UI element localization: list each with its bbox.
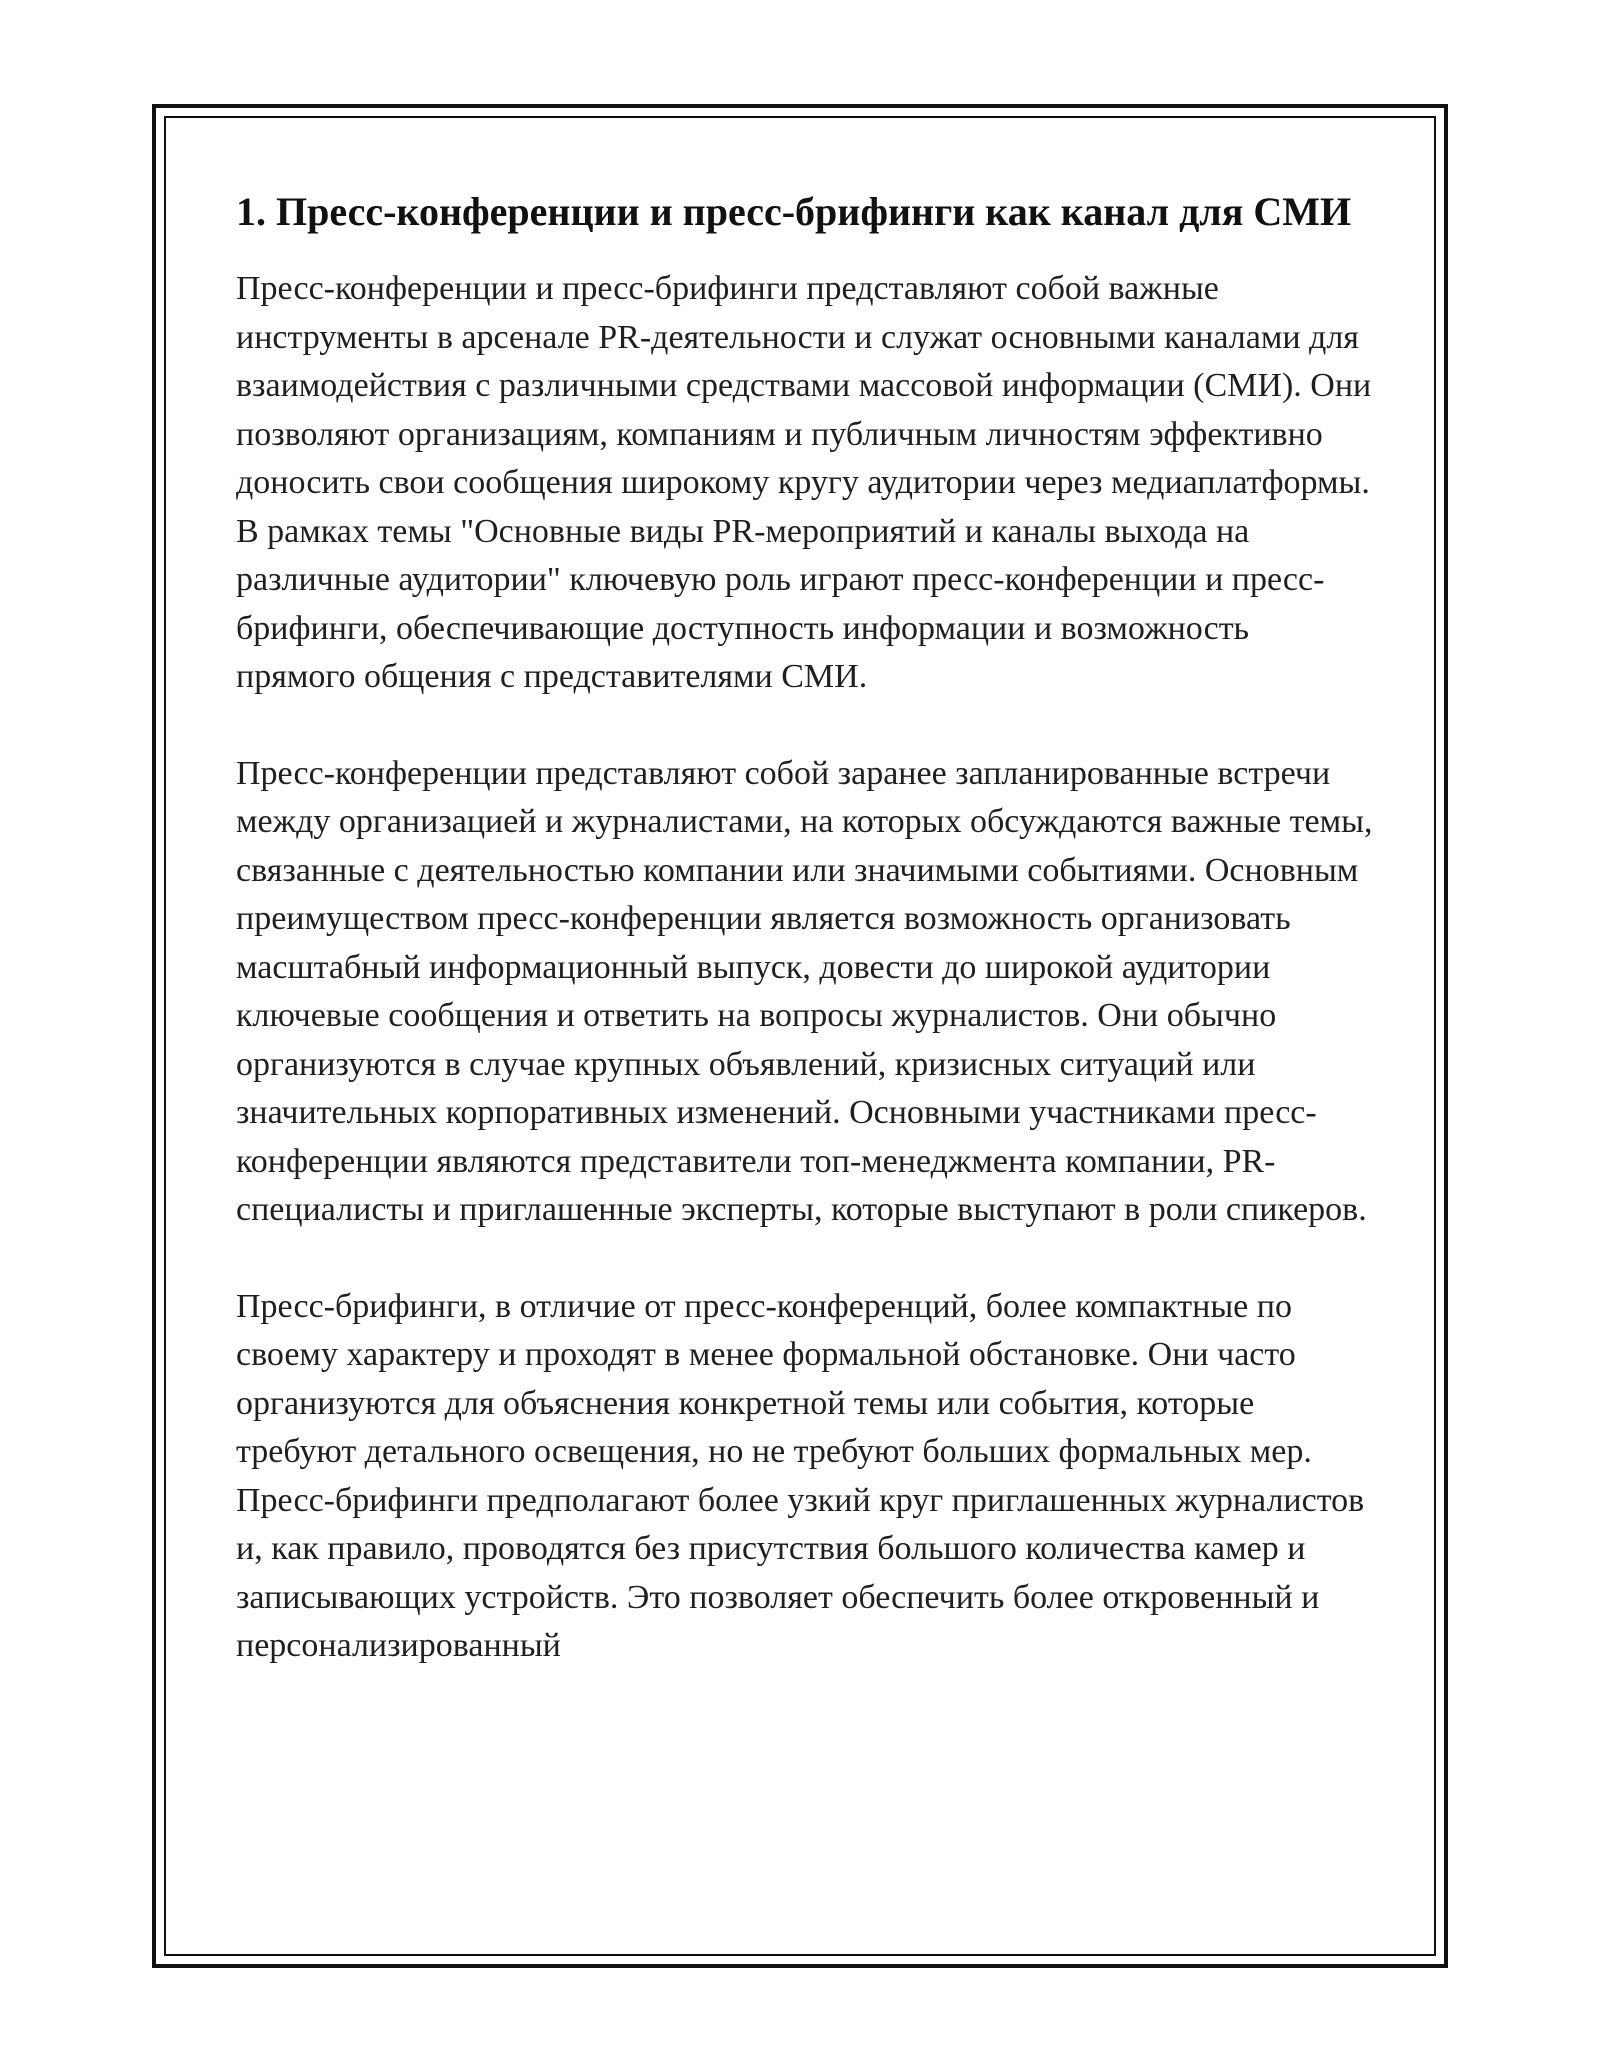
document-body: [236, 184, 1376, 1671]
section-heading: 1. Пресс-конференции и пресс-брифинги как канал для СМИ: [236, 189, 1352, 234]
paragraph-press-conferences: Пресс-конференции представляют собой заранее запланированные встречи между организацией и журналистами, на которых обсуждаются важные темы, связанные с деятельностью компании или значимыми событиями. Основным преимуществом пресс-конференции является возможность организовать масштабный информационный выпуск, довести до широкой аудитории ключевые сообщения и ответить на вопросы журналистов. Они обычно организуются в случае крупных объявлений, кризисных ситуаций или значительных корпоративных изменений. Основными участниками пресс-конференции являются представители топ-менеджмента компании, PR-специалисты и приглашенные эксперты, которые выступают в роли спикеров.: [236, 754, 1373, 1228]
paragraph-press-briefings: Пресс-брифинги, в отличие от пресс-конференций, более компактные по своему характеру и проходят в менее формальной обстановке. Они часто организуются для объяснения конкретной темы или события, которые требуют детального освещения, но не требуют больших формальных мер. Пресс-брифинги предполагают более узкий круг приглашенных журналистов и, как правило, проводятся без присутствия большого количества камер и записывающих устройств. Это позволяет обеспечить более откровенный и персонализированный: [236, 1287, 1365, 1664]
paragraph-intro: Пресс-конференции и пресс-брифинги представляют собой важные инструменты в арсенале PR-деятельности и служат основными каналами для взаимодействия с различными средствами массовой информации (СМИ). Они позволяют организациям, компаниям и публичным личностям эффективно доносить свои сообщения широкому кругу аудитории через медиаплатформы. В рамках темы "Основные виды PR-мероприятий и каналы выхода на различные аудитории" ключевую роль играют пресс-конференции и пресс-брифинги, обеспечивающие доступность информации и возможность прямого общения с представителями СМИ.: [236, 270, 1372, 695]
